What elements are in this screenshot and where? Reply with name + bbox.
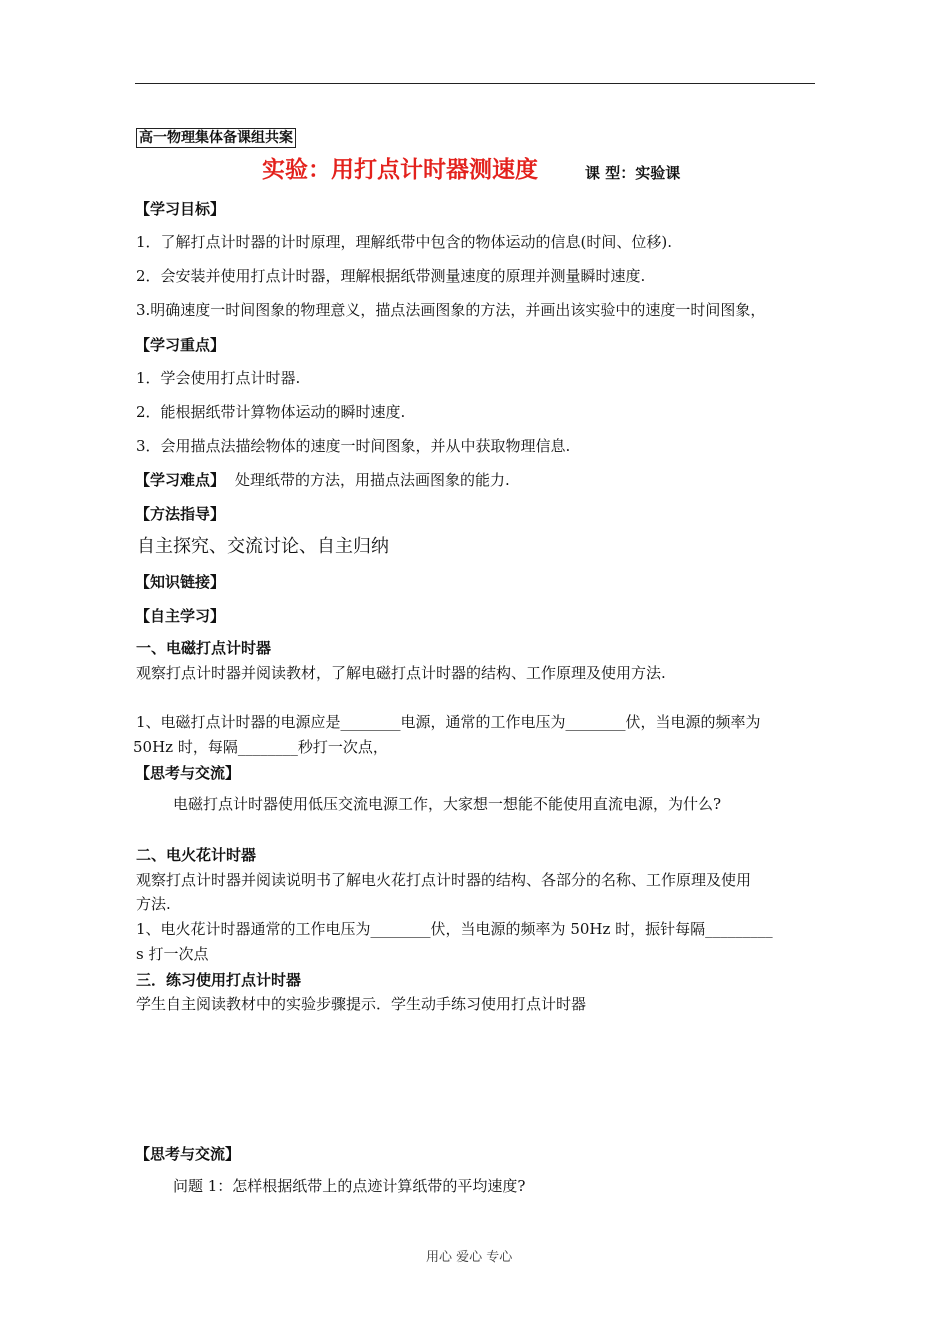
footer-text: 用心 爱心 专心 xyxy=(426,1250,513,1265)
self-study-heading: 【自主学习】 xyxy=(135,607,226,625)
section2-question-line1: 1、电火花计时器通常的工作电压为________伏，当电源的频率为 50Hz 时，振针每隔_________ xyxy=(136,920,773,938)
header-rule xyxy=(135,83,815,84)
key-point-item-3: 3．会用描点法描绘物体的速度一时间图象，并从中获取物理信息. xyxy=(136,437,571,455)
discuss1-heading: 【思考与交流】 xyxy=(135,764,241,782)
section3-heading: 三．练习使用打点计时器 xyxy=(136,971,302,989)
objectives-heading: 【学习目标】 xyxy=(135,200,226,218)
difficulty-heading: 【学习难点】 xyxy=(135,471,226,489)
discuss2-question: 问题 1：怎样根据纸带上的点迹计算纸带的平均速度? xyxy=(173,1177,526,1195)
section1-question-line1: 1、电磁打点计时器的电源应是________电源，通常的工作电压为________伏，当电源的频率为 xyxy=(136,713,761,731)
key-point-item-2: 2．能根据纸带计算物体运动的瞬时速度. xyxy=(136,403,406,421)
header-tag: 高一物理集体备课组共案 xyxy=(136,128,296,148)
section1-intro: 观察打点计时器并阅读教材，了解电磁打点计时器的结构、工作原理及使用方法. xyxy=(136,664,666,682)
section1-question-line2: 50Hz 时，每隔________秒打一次点， xyxy=(133,738,388,756)
key-points-heading: 【学习重点】 xyxy=(135,336,226,354)
section2-heading: 二、电火花计时器 xyxy=(136,846,257,864)
course-type: 课 型：实验课 xyxy=(585,164,681,182)
discuss2-heading: 【思考与交流】 xyxy=(135,1145,241,1163)
knowledge-link-heading: 【知识链接】 xyxy=(135,573,226,591)
difficulty-text: 处理纸带的方法，用描点法画图象的能力. xyxy=(235,471,510,489)
section2-question-line2: s 打一次点 xyxy=(136,945,209,963)
section1-heading: 一、电磁打点计时器 xyxy=(136,639,272,657)
method-text: 自主探究、交流讨论、自主归纳 xyxy=(137,536,389,557)
key-point-item-1: 1．学会使用打点计时器. xyxy=(136,369,301,387)
section3-text: 学生自主阅读教材中的实验步骤提示．学生动手练习使用打点计时器 xyxy=(136,995,587,1013)
method-heading: 【方法指导】 xyxy=(135,505,226,523)
section2-intro-line2: 方法. xyxy=(136,895,171,913)
objective-item-1: 1．了解打点计时器的计时原理，理解纸带中包含的物体运动的信息(时间、位移). xyxy=(136,233,673,251)
page-title: 实验：用打点计时器测速度 xyxy=(262,157,538,183)
discuss1-text: 电磁打点计时器使用低压交流电源工作，大家想一想能不能使用直流电源，为什么? xyxy=(173,795,722,813)
objective-item-3: 3.明确速度一时间图象的物理意义，描点法画图象的方法，并画出该实验中的速度一时间图象， xyxy=(136,301,766,319)
section2-intro-line1: 观察打点计时器并阅读说明书了解电火花打点计时器的结构、各部分的名称、工作原理及使用 xyxy=(136,871,752,889)
objective-item-2: 2．会安装并使用打点计时器，理解根据纸带测量速度的原理并测量瞬时速度. xyxy=(136,267,646,285)
